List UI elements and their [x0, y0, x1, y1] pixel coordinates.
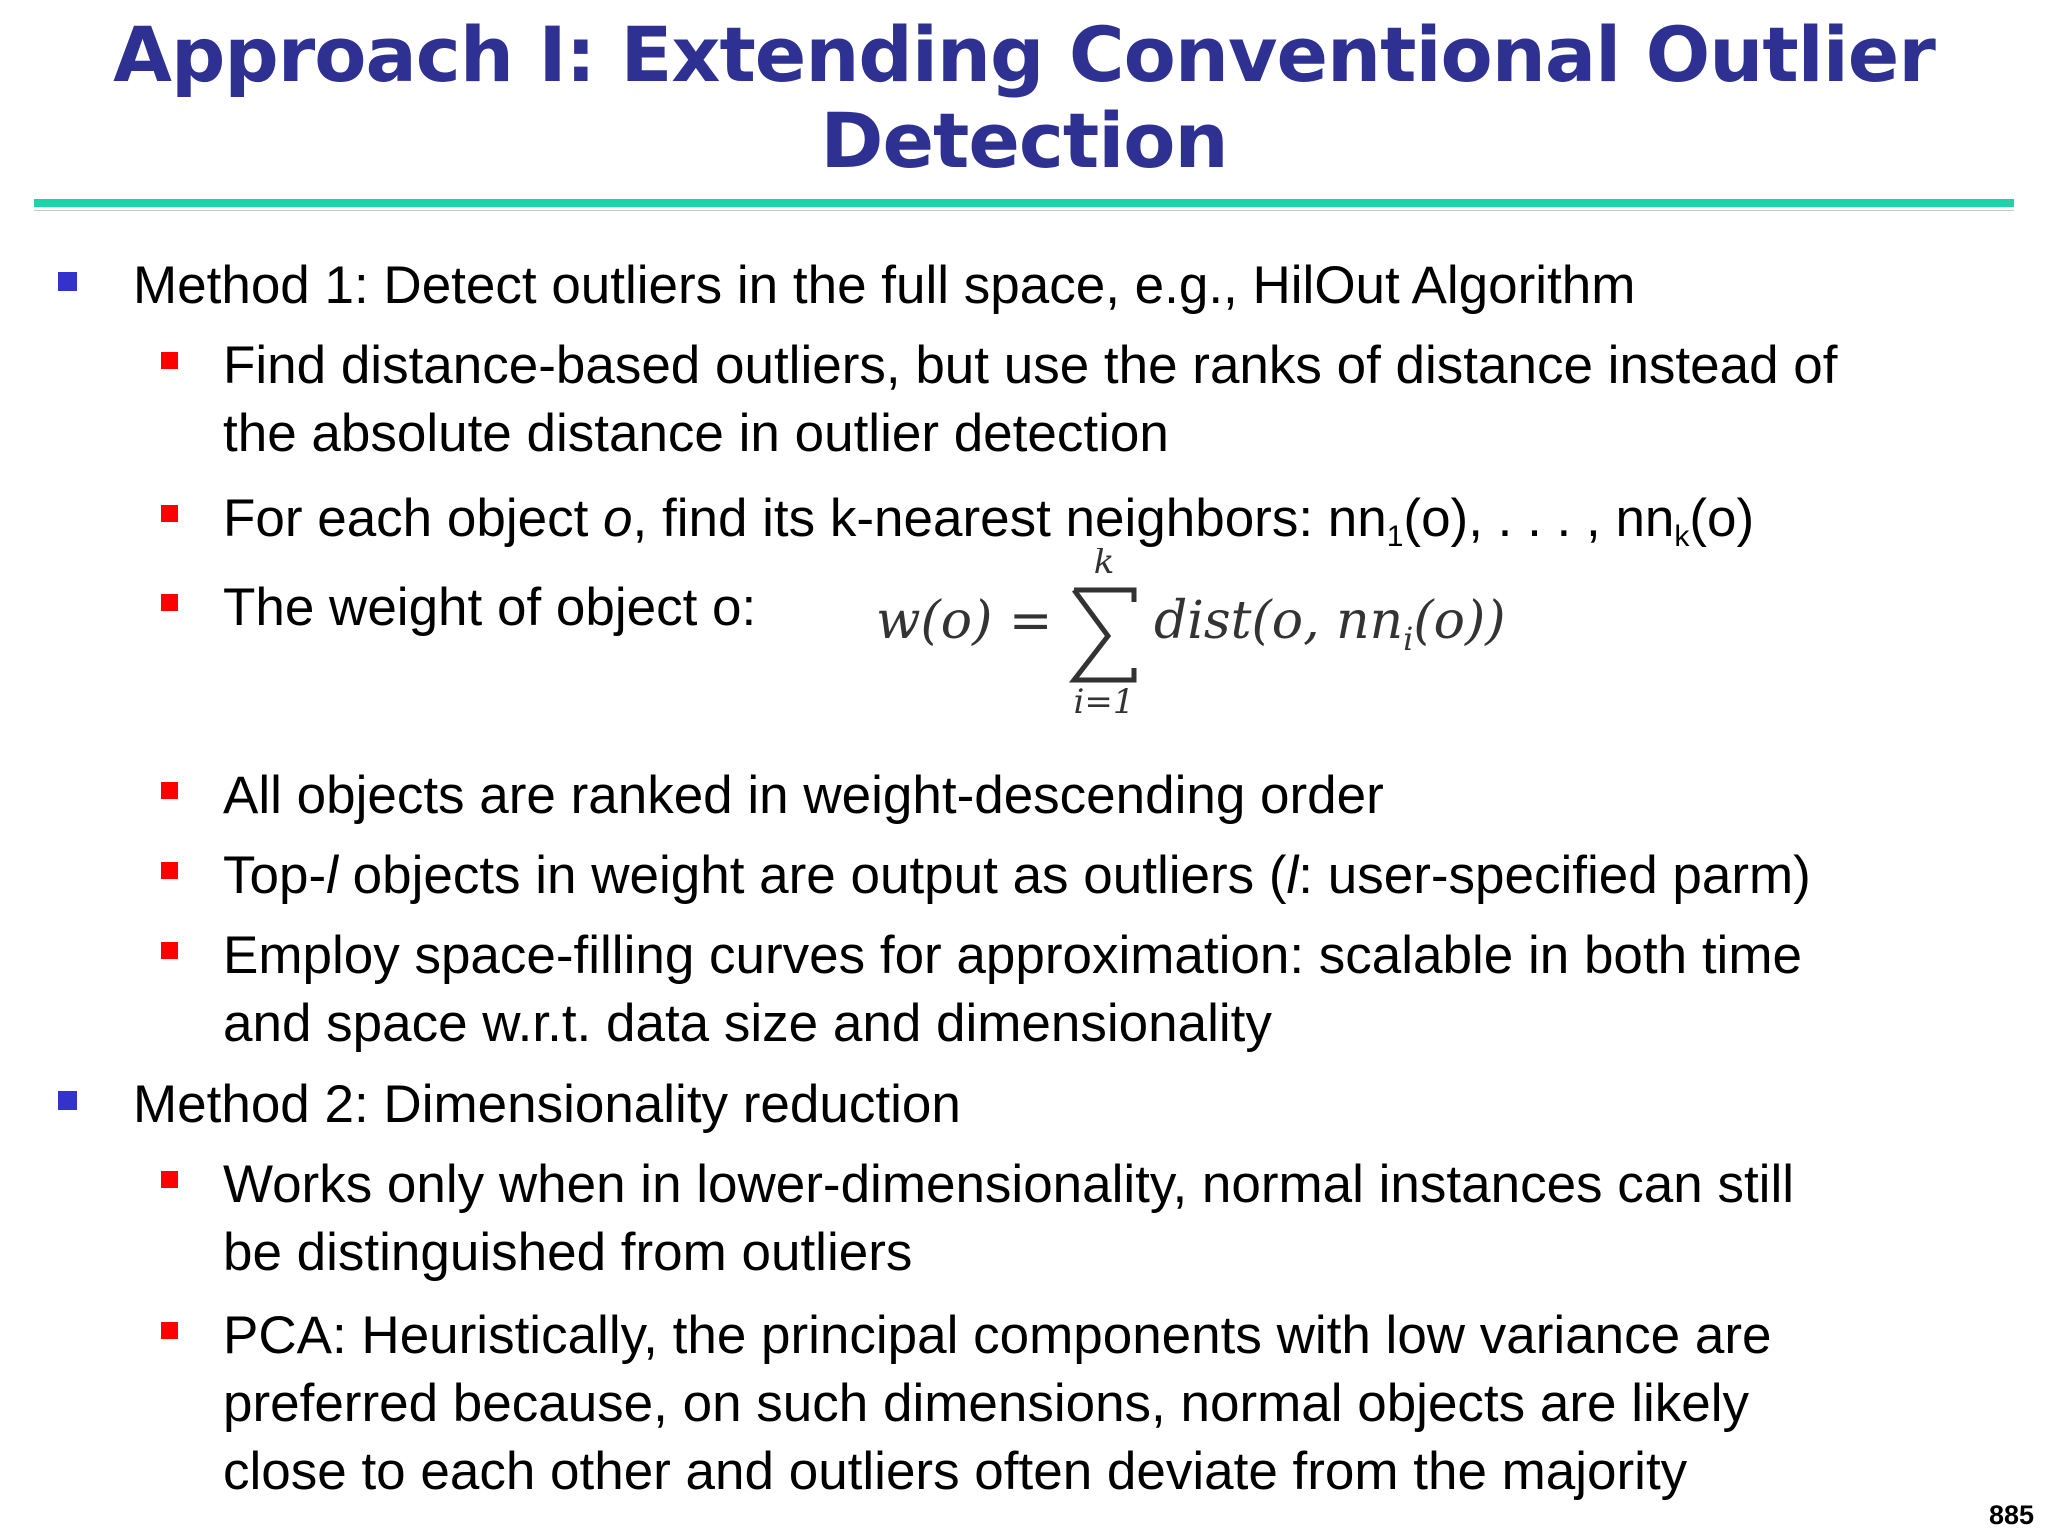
- subscript-k: k: [1674, 520, 1690, 553]
- formula-lhs: w(o) =: [876, 591, 1053, 651]
- text-span: Top-: [223, 846, 327, 905]
- formula-summand: [1154, 591, 1506, 658]
- text-span: (o), . . . , nn: [1403, 489, 1675, 548]
- method2-heading: Method 2: Dimensionality reduction: [133, 1075, 961, 1134]
- method2-bullet2-line2: preferred because, on such dimensions, normal objects are likely: [223, 1374, 1750, 1433]
- method1-heading: Method 1: Detect outliers in the full space, e.g., HilOut Algorithm: [133, 256, 1636, 315]
- bullet-square-icon: [161, 862, 178, 879]
- bullet-square-icon: [58, 1091, 77, 1110]
- text-span: , find its k-nearest neighbors: nn: [632, 489, 1387, 548]
- title-line-1: Approach I: Extending Conventional Outlier: [113, 10, 1935, 99]
- bullet-square-icon: [161, 505, 178, 522]
- bullet-square-icon: [161, 942, 178, 959]
- formula-lower-limit: i=1: [1073, 682, 1135, 718]
- method1-bullet3: The weight of object o:: [223, 578, 757, 637]
- method1-bullet2: [223, 489, 1755, 553]
- text-span: (o): [1689, 489, 1755, 548]
- title-divider-shadow: [34, 210, 2014, 211]
- variable-l: l: [326, 846, 338, 905]
- page-number: 885: [1988, 1500, 2034, 1530]
- bullet-square-icon: [161, 1322, 178, 1339]
- bullet-square-icon: [161, 782, 178, 799]
- method1-bullet6-line2: and space w.r.t. data size and dimensionality: [223, 994, 1272, 1053]
- bullet-square-icon: [161, 594, 178, 611]
- formula-summand-end: (o)): [1413, 591, 1506, 651]
- title-line-2: Detection: [820, 96, 1228, 185]
- method2-bullet2-line3: close to each other and outliers often deviate from the majority: [223, 1442, 1688, 1501]
- title-divider: [34, 199, 2014, 207]
- slide-title: [0, 12, 2048, 184]
- method1-bullet6-line1: Employ space-filling curves for approximation: scalable in both time: [223, 926, 1802, 985]
- formula-summand-text: dist(o, nn: [1154, 591, 1404, 651]
- bullet-square-icon: [161, 352, 178, 369]
- method1-bullet1-line2: the absolute distance in outlier detection: [223, 404, 1169, 463]
- text-span: objects in weight are output as outliers (: [337, 846, 1287, 905]
- summation-icon: [1074, 590, 1134, 680]
- formula-upper-limit: k: [1093, 548, 1115, 582]
- method2-bullet2-line1: PCA: Heuristically, the principal components with low variance are: [223, 1306, 1772, 1365]
- weight-formula: [876, 548, 1516, 718]
- bullet-square-icon: [161, 1171, 178, 1188]
- subscript-1: 1: [1386, 520, 1404, 553]
- variable-o: o: [603, 489, 633, 548]
- formula-subscript: i: [1403, 620, 1414, 658]
- variable-l: l: [1286, 846, 1299, 905]
- bullet-square-icon: [58, 272, 77, 291]
- method1-bullet4: All objects are ranked in weight-descending order: [223, 766, 1384, 825]
- text-span: For each object: [223, 489, 604, 548]
- method2-bullet1-line1: Works only when in lower-dimensionality, normal instances can still: [223, 1155, 1795, 1214]
- method2-bullet1-line2: be distinguished from outliers: [223, 1223, 913, 1282]
- text-span: : user-specified parm): [1298, 846, 1811, 905]
- method1-bullet1-line1: Find distance-based outliers, but use the ranks of distance instead of: [223, 336, 1838, 395]
- method1-bullet5: [223, 846, 1811, 906]
